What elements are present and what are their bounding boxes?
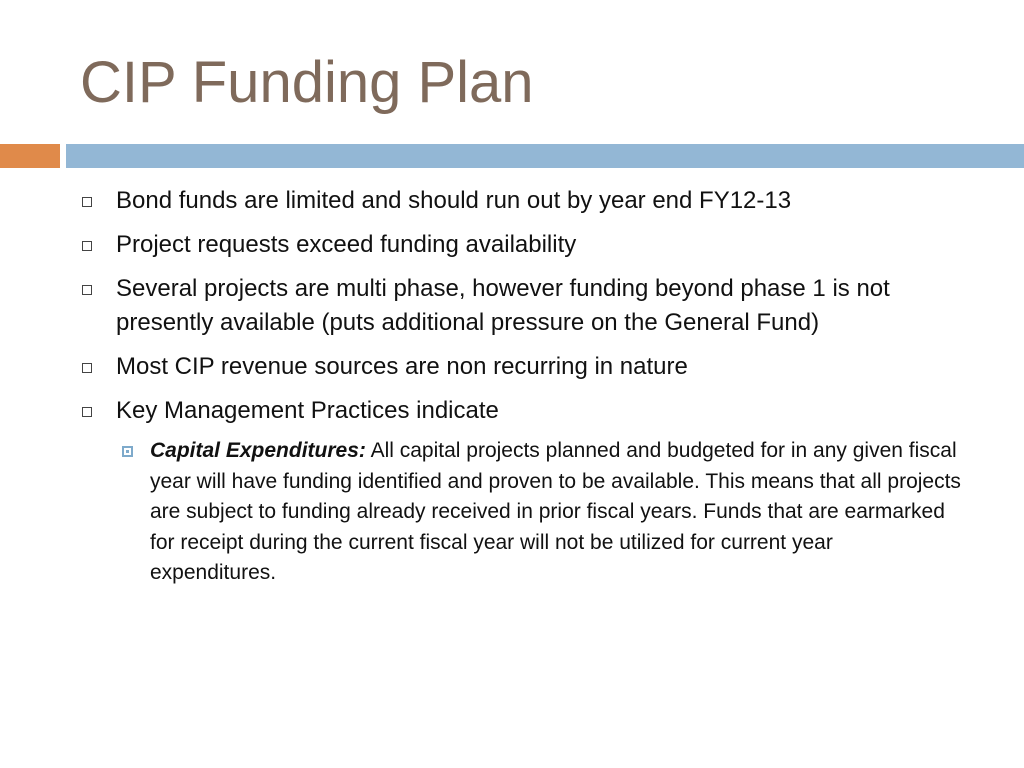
- accent-bar-blue: [66, 144, 1024, 168]
- bullet-text: Bond funds are limited and should run out by year end FY12-13: [116, 187, 792, 214]
- square-sub-bullet-icon: [122, 446, 133, 457]
- square-bullet-icon: [82, 407, 92, 417]
- square-bullet-icon: [82, 285, 92, 295]
- square-bullet-icon: [82, 241, 92, 251]
- bullet-item: [82, 228, 962, 262]
- square-bullet-icon: [82, 197, 92, 207]
- bullet-item: [82, 184, 962, 218]
- sub-bullet-list: [116, 436, 962, 589]
- accent-bar-orange: [0, 144, 60, 168]
- bullet-item: [82, 394, 962, 589]
- bullet-text: Key Management Practices indicate: [116, 397, 499, 424]
- sub-bullet-term: Capital Expenditures:: [150, 439, 366, 462]
- bullet-text: Several projects are multi phase, however funding beyond phase 1 is not presently available (puts additional pressure on the General Fund): [116, 275, 890, 336]
- sub-bullet-item: [116, 436, 962, 589]
- bullet-item: [82, 272, 962, 340]
- bullet-item: [82, 350, 962, 384]
- slide-content: [82, 184, 962, 599]
- bullet-text: Project requests exceed funding availability: [116, 231, 577, 258]
- slide-title: CIP Funding Plan: [80, 50, 534, 115]
- bullet-list: [82, 184, 962, 589]
- sub-bullet-text: All capital projects planned and budgeted for in any given fiscal year will have funding identified and proven to be available. This means that all projects are subject to funding already received in prior fiscal years. Funds that are earmarked for receipt during the current fiscal year will not be utilized for current year expenditures.: [150, 439, 961, 584]
- bullet-text: Most CIP revenue sources are non recurring in nature: [116, 353, 688, 380]
- square-bullet-icon: [82, 363, 92, 373]
